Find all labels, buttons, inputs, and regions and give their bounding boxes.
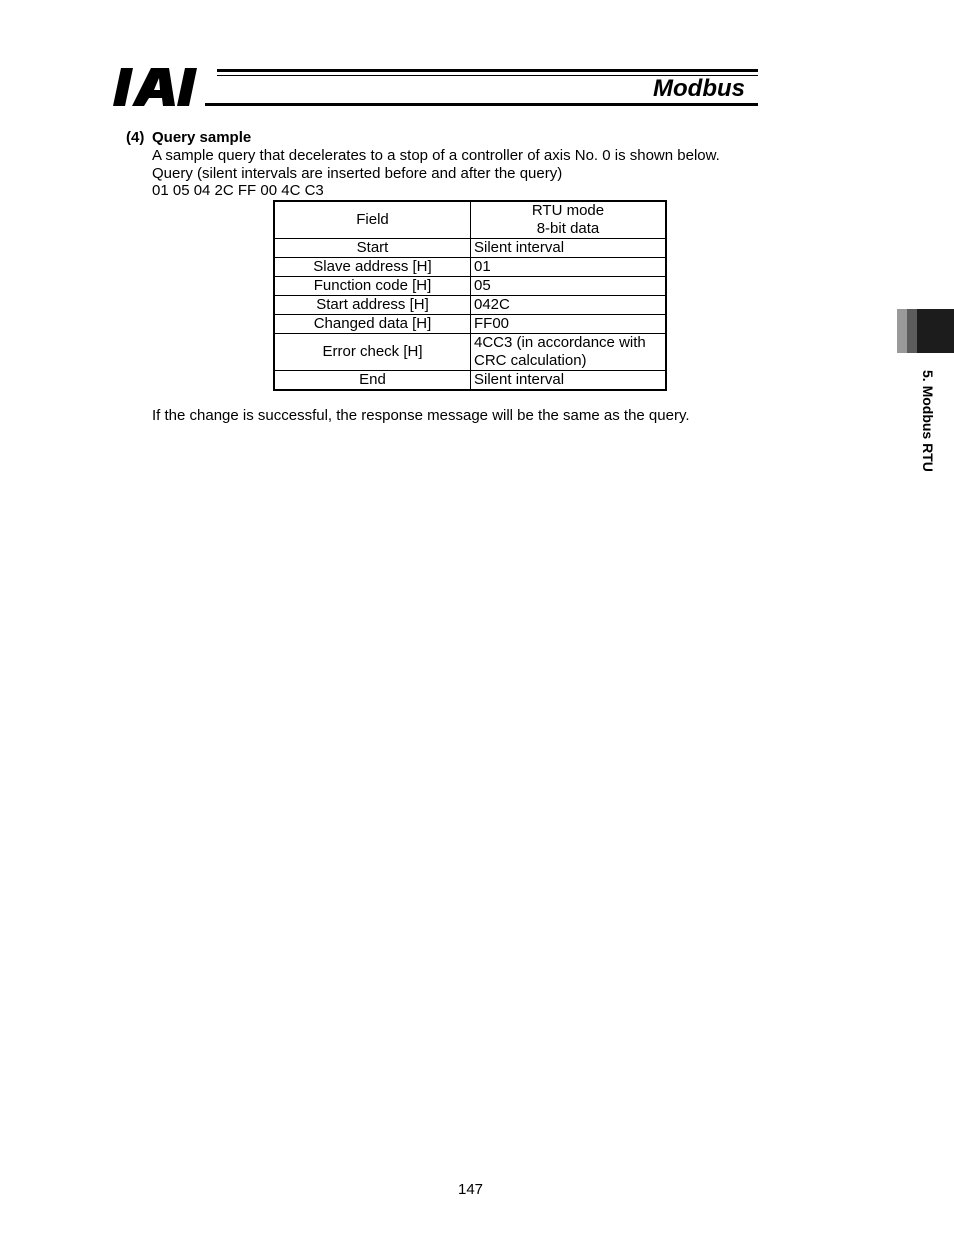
header-mode	[471, 201, 667, 239]
table-row	[274, 296, 666, 315]
section-number: (4)	[126, 129, 145, 146]
row-field: Changed data [H]	[274, 315, 471, 334]
header-field: Field	[274, 201, 471, 239]
row-value-line1: 4CC3 (in accordance with	[474, 334, 646, 351]
row-value: FF00	[471, 315, 667, 334]
chapter-label: 5. Modbus RTU	[920, 370, 936, 472]
header-rule-top	[217, 69, 758, 72]
row-field: Slave address [H]	[274, 258, 471, 277]
chapter-tab	[897, 309, 954, 353]
row-value: 01	[471, 258, 667, 277]
row-field: Function code [H]	[274, 277, 471, 296]
header-mode-line2: 8-bit data	[536, 220, 600, 237]
row-value-line2: CRC calculation)	[474, 352, 587, 369]
chapter-tab-block-dark	[917, 309, 954, 353]
table-header-row	[274, 201, 666, 239]
row-value: 05	[471, 277, 667, 296]
row-field: End	[274, 371, 471, 391]
table-row	[274, 315, 666, 334]
table-row	[274, 334, 666, 371]
iai-logo	[113, 68, 211, 106]
chapter-tab-stripe-light	[897, 309, 907, 353]
row-value	[471, 334, 667, 371]
table-row	[274, 371, 666, 391]
row-field: Start address [H]	[274, 296, 471, 315]
query-bytes: 01 05 04 2C FF 00 4C C3	[152, 182, 324, 199]
row-field: Start	[274, 239, 471, 258]
row-field: Error check [H]	[274, 334, 471, 371]
row-value: 042C	[471, 296, 667, 315]
section-title: Query sample	[152, 129, 252, 146]
table-row	[274, 258, 666, 277]
query-label: Query (silent intervals are inserted before and after the query)	[152, 165, 563, 182]
table-row	[274, 277, 666, 296]
query-table	[273, 200, 667, 391]
row-value: Silent interval	[471, 371, 667, 391]
header-title: Modbus	[653, 75, 745, 102]
closing-text: If the change is successful, the response message will be the same as the query.	[152, 407, 690, 424]
section-heading	[126, 129, 251, 147]
intro-text: A sample query that decelerates to a stop of a controller of axis No. 0 is shown below.	[152, 147, 720, 164]
chapter-tab-stripe-mid	[907, 309, 917, 353]
table-row	[274, 239, 666, 258]
header-rule-bottom	[205, 103, 758, 106]
row-value: Silent interval	[471, 239, 667, 258]
page-number: 147	[457, 1181, 484, 1198]
header-mode-line1: RTU mode	[531, 202, 605, 219]
